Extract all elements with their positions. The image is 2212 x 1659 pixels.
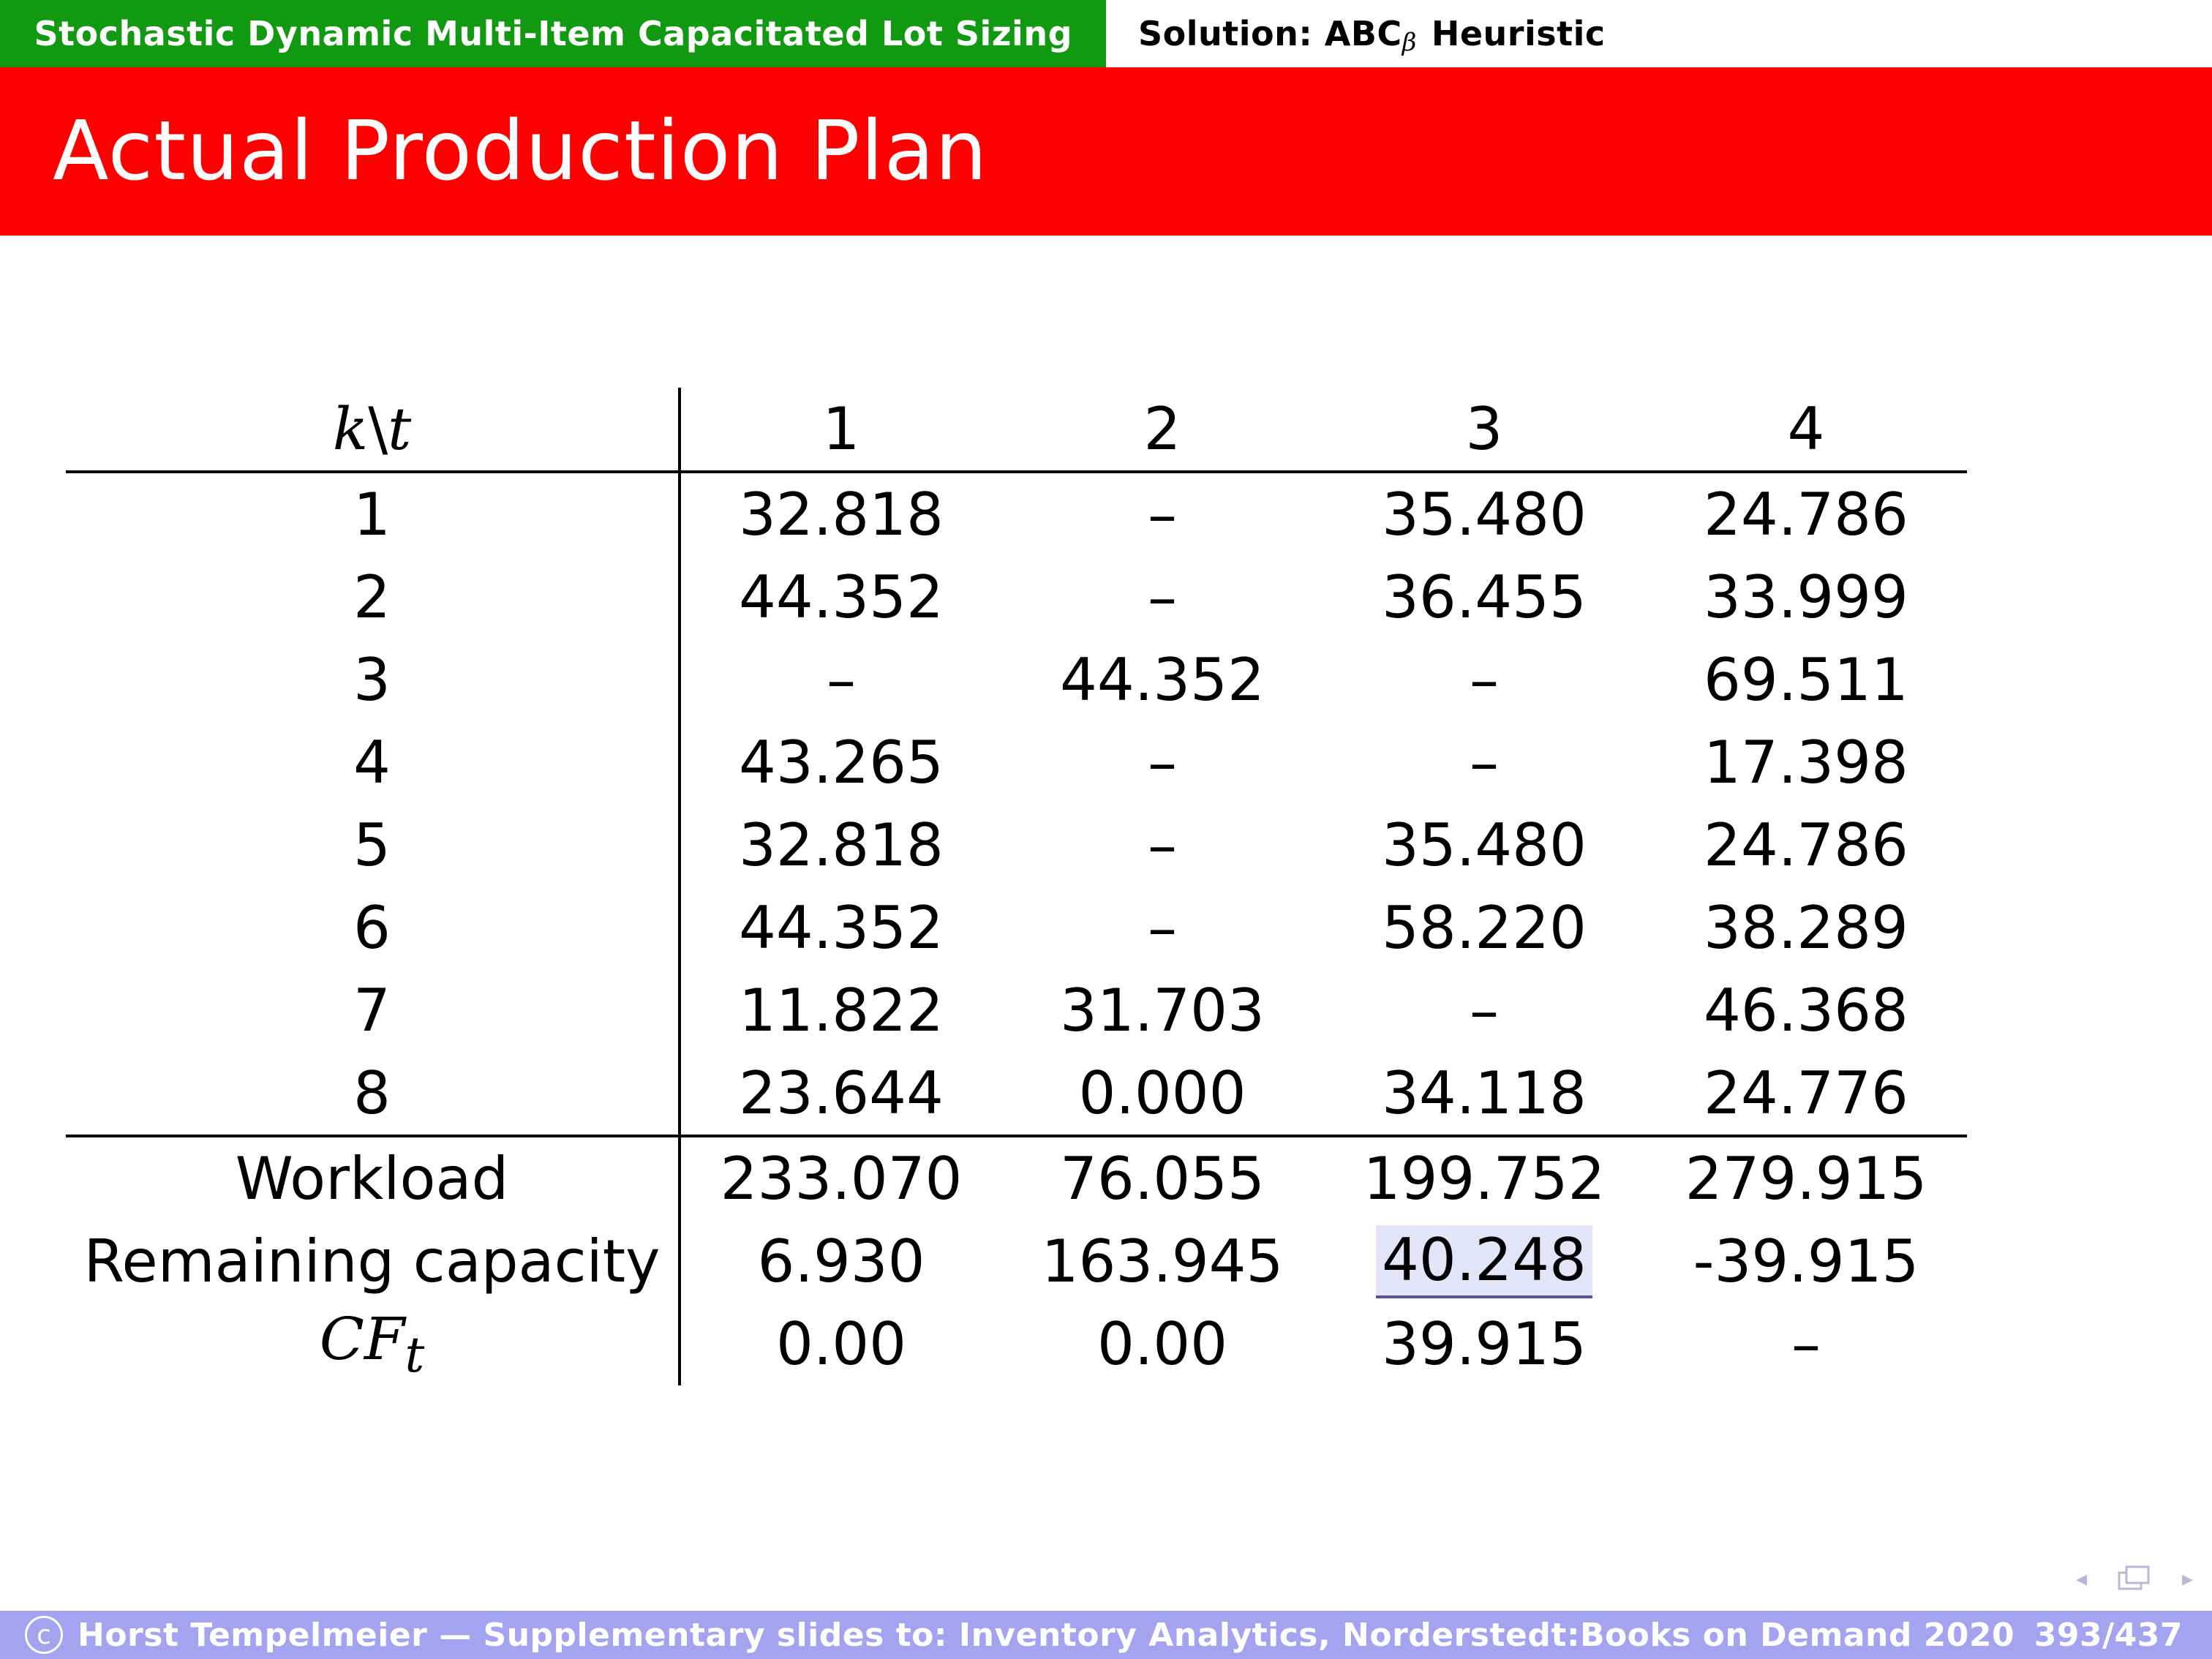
table-cell: 33.999 bbox=[1704, 563, 1908, 631]
section-title[interactable] bbox=[0, 0, 1106, 67]
table-cell: – bbox=[1148, 481, 1177, 549]
table-cell: 44.352 bbox=[739, 563, 944, 631]
table-row bbox=[66, 887, 1967, 969]
nav-next-icon[interactable]: ▸ bbox=[2181, 1565, 2193, 1592]
remaining-capacity-label: Remaining capacity bbox=[66, 1220, 680, 1303]
remaining-capacity-cell: 6.930 bbox=[757, 1227, 925, 1295]
table-cell: 58.220 bbox=[1382, 894, 1587, 962]
row-label: 1 bbox=[66, 472, 680, 556]
row-label: 3 bbox=[66, 639, 680, 721]
table-cell: – bbox=[1148, 811, 1177, 879]
remaining-capacity-cell: -39.915 bbox=[1693, 1227, 1919, 1295]
corner-t: t bbox=[388, 395, 412, 463]
row-label: 7 bbox=[66, 969, 680, 1052]
table-cell: 24.786 bbox=[1704, 811, 1908, 879]
cf-cell: 0.00 bbox=[1096, 1310, 1228, 1378]
top-header-bar bbox=[0, 0, 2212, 67]
table-cell: 17.398 bbox=[1704, 729, 1908, 797]
cf-cell: 0.00 bbox=[775, 1310, 907, 1378]
subsection-subscript: β bbox=[1402, 28, 1417, 57]
table-cell: – bbox=[1148, 563, 1177, 631]
table-cell: 24.786 bbox=[1704, 481, 1908, 549]
table-cell: 32.818 bbox=[739, 811, 944, 879]
highlighted-value: 40.248 bbox=[1376, 1225, 1592, 1298]
column-header: 1 bbox=[680, 388, 1001, 472]
table-cell: 23.644 bbox=[680, 1052, 1001, 1136]
table-cell: 35.480 bbox=[1382, 811, 1587, 879]
table-cell: 11.822 bbox=[739, 977, 944, 1045]
table-cell: 24.776 bbox=[1645, 1052, 1967, 1136]
table-header-row bbox=[66, 388, 1967, 472]
table-row bbox=[66, 556, 1967, 639]
remaining-capacity-cell: 163.945 bbox=[1041, 1227, 1284, 1295]
production-plan-table bbox=[66, 388, 1967, 1385]
slide-title-bar bbox=[0, 67, 2212, 236]
workload-row bbox=[66, 1136, 1967, 1220]
copyright-icon: c bbox=[25, 1616, 63, 1654]
subsection-title[interactable] bbox=[1106, 0, 2212, 67]
table-cell: 46.368 bbox=[1704, 977, 1908, 1045]
remaining-capacity-cell-highlighted bbox=[1323, 1220, 1645, 1303]
table-cell: – bbox=[1148, 729, 1177, 797]
table-cell: 43.265 bbox=[739, 729, 944, 797]
cf-label-main: CF bbox=[319, 1305, 405, 1373]
column-header: 3 bbox=[1323, 388, 1645, 472]
cf-label-sub: t bbox=[405, 1326, 425, 1383]
table-cell: – bbox=[827, 646, 856, 714]
table-cell: 0.000 bbox=[1001, 1052, 1323, 1136]
workload-cell: 233.070 bbox=[720, 1145, 963, 1213]
table-cell: – bbox=[1148, 894, 1177, 962]
workload-label: Workload bbox=[66, 1136, 680, 1220]
corner-k: k bbox=[332, 395, 369, 463]
cf-label bbox=[66, 1303, 680, 1385]
row-label: 2 bbox=[66, 556, 680, 639]
row-label: 8 bbox=[66, 1052, 680, 1136]
table-cell: – bbox=[1470, 729, 1499, 797]
table-cell: 34.118 bbox=[1323, 1052, 1645, 1136]
table-cell: 44.352 bbox=[1060, 646, 1265, 714]
remaining-capacity-row bbox=[66, 1220, 1967, 1303]
footer-text: Horst Tempelmeier — Supplementary slides to: Inventory Analytics, Norderstedt:Books on Demand 2020 bbox=[78, 1616, 2015, 1654]
table-cell: 35.480 bbox=[1382, 481, 1587, 549]
corner-cell bbox=[66, 388, 680, 472]
nav-prev-icon[interactable]: ◂ bbox=[2076, 1565, 2088, 1592]
column-header: 2 bbox=[1001, 388, 1323, 472]
row-label: 5 bbox=[66, 804, 680, 887]
workload-cell: 199.752 bbox=[1363, 1145, 1606, 1213]
subsection-prefix: Solution: ABC bbox=[1138, 14, 1402, 53]
nav-frame-icon[interactable] bbox=[2116, 1564, 2153, 1593]
subsection-suffix: Heuristic bbox=[1431, 14, 1606, 53]
corner-sep: \ bbox=[368, 395, 388, 463]
cf-cell: – bbox=[1791, 1310, 1821, 1378]
table-cell: 44.352 bbox=[739, 894, 944, 962]
table-cell: 31.703 bbox=[1060, 977, 1265, 1045]
table-row bbox=[66, 721, 1967, 804]
table-cell: 38.289 bbox=[1704, 894, 1908, 962]
table-row bbox=[66, 639, 1967, 721]
footer-bar bbox=[0, 1611, 2212, 1659]
table-cell: 32.818 bbox=[739, 481, 944, 549]
table-row bbox=[66, 1052, 1967, 1136]
column-header: 4 bbox=[1645, 388, 1967, 472]
table-cell: – bbox=[1470, 977, 1499, 1045]
table-row bbox=[66, 472, 1967, 556]
row-label: 6 bbox=[66, 887, 680, 969]
page-indicator: 393/437 bbox=[2034, 1616, 2183, 1654]
table-row bbox=[66, 804, 1967, 887]
table-cell: 36.455 bbox=[1382, 563, 1587, 631]
table-row bbox=[66, 969, 1967, 1052]
cf-row bbox=[66, 1303, 1967, 1385]
section-title-text: Stochastic Dynamic Multi-Item Capacitated Lot Sizing bbox=[34, 14, 1072, 53]
workload-cell: 76.055 bbox=[1060, 1145, 1265, 1213]
cf-cell: 39.915 bbox=[1382, 1310, 1587, 1378]
workload-cell: 279.915 bbox=[1685, 1145, 1927, 1213]
slide-title: Actual Production Plan bbox=[53, 104, 988, 199]
row-label: 4 bbox=[66, 721, 680, 804]
table-cell: 69.511 bbox=[1704, 646, 1908, 714]
table-cell: – bbox=[1470, 646, 1499, 714]
navigation-controls bbox=[2076, 1562, 2193, 1595]
